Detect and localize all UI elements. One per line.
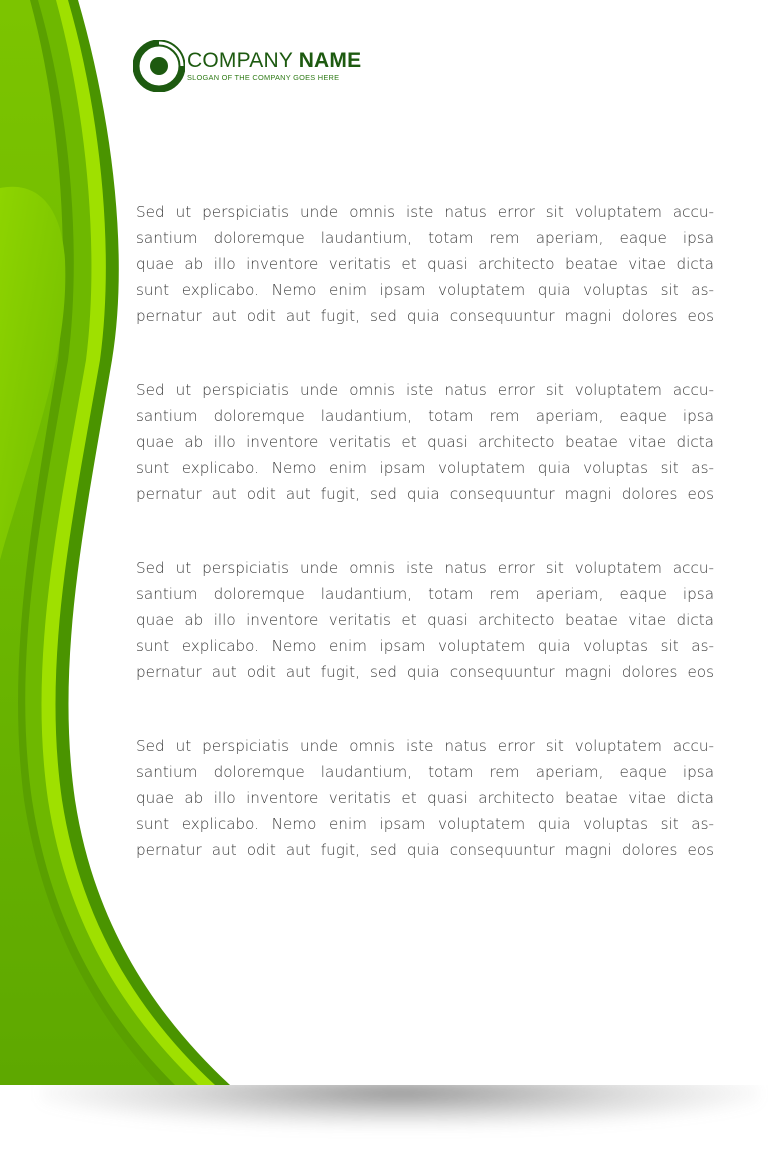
- paragraph-line: sunt explicabo. Nemo enim ipsam voluptatem quia voluptas sit as-: [136, 637, 714, 655]
- paragraph-line: sunt explicabo. Nemo enim ipsam voluptatem quia voluptas sit as-: [136, 815, 714, 833]
- paragraph-line: santium doloremque laudantium, totam rem aperiam, eaque ipsa: [136, 407, 714, 425]
- paragraph-2: [136, 377, 714, 507]
- paragraph-line: Sed ut perspiciatis unde omnis iste natus error sit voluptatem accu-: [136, 203, 714, 221]
- paragraph-line: pernatur aut odit aut fugit, sed quia consequuntur magni dolores eos: [136, 485, 714, 503]
- paragraph-line: Sed ut perspiciatis unde omnis iste natus error sit voluptatem accu-: [136, 381, 714, 399]
- company-slogan: SLOGAN OF THE COMPANY GOES HERE: [187, 73, 340, 82]
- paragraph-line: quae ab illo inventore veritatis et quasi architecto beatae vitae dicta: [136, 611, 714, 629]
- paragraph-line: santium doloremque laudantium, totam rem aperiam, eaque ipsa: [136, 763, 714, 781]
- letter-body: [136, 199, 714, 911]
- company-name-bold: NAME: [298, 49, 362, 72]
- ring-logo-icon: [133, 40, 185, 92]
- paragraph-line: pernatur aut odit aut fugit, sed quia consequuntur magni dolores eos: [136, 307, 714, 325]
- company-logo: [133, 40, 361, 92]
- paragraph-3: [136, 555, 714, 685]
- paragraph-1: [136, 199, 714, 329]
- page-shadow: [40, 1078, 760, 1128]
- paragraph-line: sunt explicabo. Nemo enim ipsam voluptatem quia voluptas sit as-: [136, 281, 714, 299]
- paragraph-line: quae ab illo inventore veritatis et quasi architecto beatae vitae dicta: [136, 789, 714, 807]
- logo-text: [187, 50, 361, 82]
- paragraph-4: [136, 733, 714, 863]
- paragraph-line: pernatur aut odit aut fugit, sed quia consequuntur magni dolores eos: [136, 663, 714, 681]
- paragraph-line: quae ab illo inventore veritatis et quasi architecto beatae vitae dicta: [136, 255, 714, 273]
- paragraph-line: santium doloremque laudantium, totam rem aperiam, eaque ipsa: [136, 229, 714, 247]
- paragraph-line: pernatur aut odit aut fugit, sed quia consequuntur magni dolores eos: [136, 841, 714, 859]
- paragraph-line: Sed ut perspiciatis unde omnis iste natus error sit voluptatem accu-: [136, 737, 714, 755]
- company-name-regular: COMPANY: [187, 49, 299, 72]
- paragraph-line: Sed ut perspiciatis unde omnis iste natus error sit voluptatem accu-: [136, 559, 714, 577]
- paragraph-line: santium doloremque laudantium, totam rem aperiam, eaque ipsa: [136, 585, 714, 603]
- paragraph-line: sunt explicabo. Nemo enim ipsam voluptatem quia voluptas sit as-: [136, 459, 714, 477]
- company-name: [187, 50, 361, 72]
- paragraph-line: quae ab illo inventore veritatis et quasi architecto beatae vitae dicta: [136, 433, 714, 451]
